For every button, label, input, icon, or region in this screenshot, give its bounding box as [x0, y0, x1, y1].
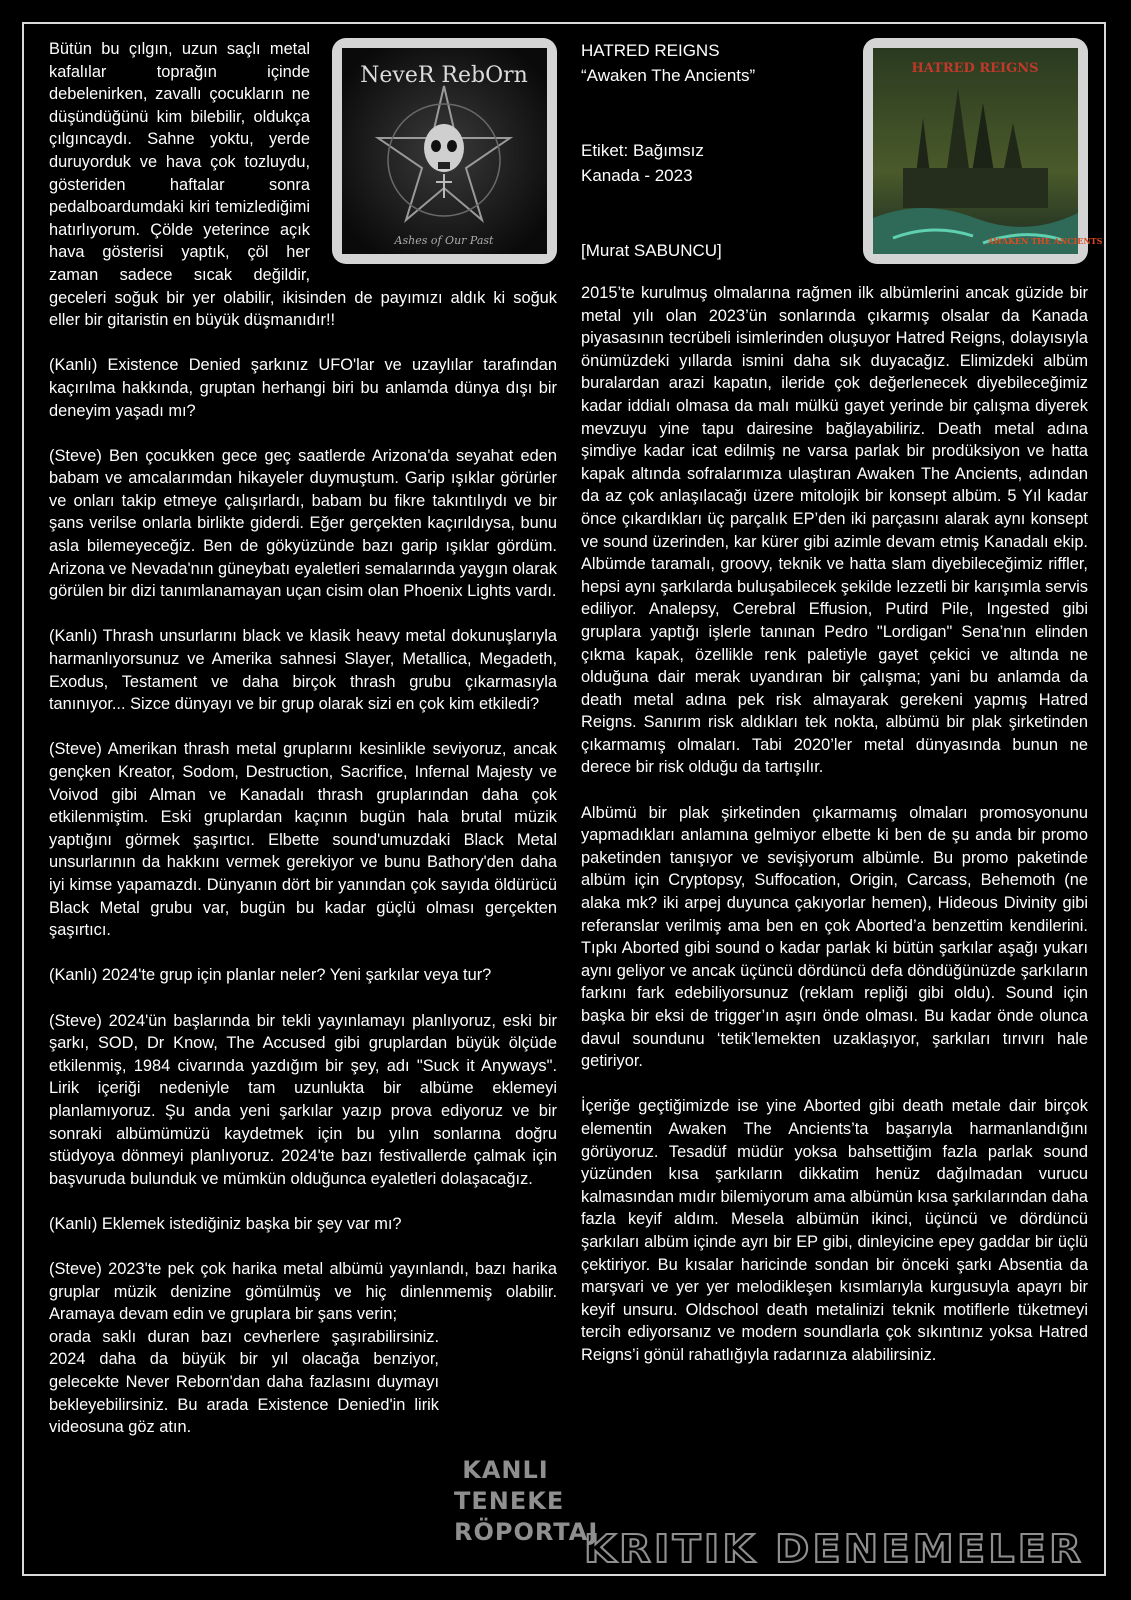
logo-line-kanli: KANLI	[462, 1456, 549, 1484]
never-reborn-logo-text: NeveR RebOrn	[360, 63, 528, 88]
left-column	[49, 38, 557, 1439]
logo-line-roportaj: RÖPORTAJ	[454, 1518, 599, 1546]
right-paragraph-2: Albümü bir plak şirketinden çıkarmamış olmaları promosyonunu yapmadıkları anlamına gelmiyor elbette ki ben de şu anda bir promo paketinden tanışıyor ve sevişiyorum albümle. Bu promo paketinde albüm için Cryptopsy, Suffocation, Origin, Carcass, Behemoth (ne alaka mk? iki arpej duyunca çakıyorlar hemen), Hideous Divinity gibi referanslar verilmiş ama ben en çok Aborted’a benzettim kendilerini. Tıpkı Aborted gibi sound o kadar parlak ki bütün şarkılar aşağı yukarı aynı geliyor ve ancak üçüncü dördüncü defa döndüğünüzde şarkıların farkını fark edebiliyorsunuz (reklam repliği gibi oldu). Sound için başka bir eksi de trigger’ın aşırı önde olması. Bu kadar önde olunca davul soundunu ‘tetik’lemekten uzaklaşıyor, şarkıları tırıvırı hale getiriyor.	[581, 803, 1088, 1071]
review-label: Etiket: Bağımsız	[581, 141, 704, 160]
never-reborn-album-cover	[332, 38, 557, 264]
left-paragraph-9-narrow: orada saklı duran bazı cevherlere şaşırabilirsiniz. 2024 daha da büyük bir yıl olacağa benziyor, gelecekte Never Reborn'dan daha fazlasını duymayı bekleyebilirsiniz. Bu arada Existence Denied'in lirik videosuna göz atın.	[49, 1327, 439, 1437]
right-paragraph-3: İçeriğe geçtiğimizde ise yine Aborted gibi death metale dair birçok elementin Awaken The Ancients’ta başarıyla harmanlandığını görüyoruz. Tesadüf müdür yoksa bahsettiğim fazla parlak sound yüzünden kısa şarkıların dikkatim henüz dağılmadan vurucu kalmasından mıdır bilemiyorum ama albümün kısa şarkılarından daha fazla keyif aldım. Mesela albümün ikinci, üçüncü ve dördüncü şarkıları albüm içinde ayrı bir EP gibi, dinleyicine epey gaddar bir üçlü çektiriyor. Bu kısalar haricinde sondan bir önceki şarkı Absentia da marşvari ve yer yer melodikleşen kısımlarıyla kurgusuyla apayrı bir keyif unsuru. Oldschool death metalinizi teknik motiflerle tüketmeyi tercih ediyorsanız ve modern soundlarla çok sıkıntınız yoksa Hatred Reigns’i gönül rahatlığıyla radarınıza alabilirsiniz.	[581, 1097, 1088, 1364]
left-paragraph-5: (Steve) Amerikan thrash metal gruplarını kesinlikle seviyoruz, ancak gençken Kreator, Sodom, Destruction, Sacrifice, Infernal Majesty ve Voivod gibi Alman ve Kanadalı thrash gruplarından daha çok etkilenmiştim. Eski gruplardan kaçının bugün hala brutal müzik yaptığını görmek şaşırtıcı. Elbette sound'umuzdaki Black Metal unsurlarının da hakkını vermek gerekiyor ve bunu Bathory'den daha iyi kimse yapamazdı. Dünyanın dört bir yanından çok sayıda öldürücü Black Metal grubu var, bugün bu kadar güçlü olması gerçekten şaşırtıcı.	[49, 740, 557, 940]
left-paragraph-4: (Kanlı) Thrash unsurlarını black ve klasik heavy metal dokunuşlarıyla harmanlıyorsunuz ve Amerika sahnesi Slayer, Metallica, Megadeth, Exodus, Testament ve daha birçok thrash grubu çıkarmasıyla tanınıyor... Sizce dünyayı ve bir grup olarak sizi en çok kim etkiledi?	[49, 627, 557, 714]
hatred-reigns-cover-art	[873, 48, 1103, 254]
logo-line-teneke: TENEKE	[454, 1487, 565, 1515]
right-column	[581, 38, 1103, 1367]
left-paragraph-9-wide: (Steve) 2023'te pek çok harika metal albümü yayınlandı, bazı harika gruplar müzik denizine gömülmüş ve hiç dinlenmemiş olabilir. Aramaya devam edin ve gruplara bir şans verin;	[49, 1260, 557, 1324]
left-paragraph-7: (Steve) 2024'ün başlarında bir tekli yayınlamayı planlıyoruz, eski bir şarkı, SOD, Dr Know, The Accused gibi gruplardan büyük ölçüde etkilenmiş, 1984 civarında yazdığım bir şey, adı "Suck it Anyways". Lirik içeriği nedeniyle tam uzunlukta bir albüme eklemeyi planlamıyoruz. Şu anda yeni şarkılar yazıp prova ediyoruz ve bir sonraki albümümüzü kaydetmek için bu yılın sonlarına doğru stüdyoya dönmeyi planlıyoruz. 2024'te bazı festivallerde çalmak için başvuruda bulunduk ve mümkün olduğunca eyaletleri dolaşacağız.	[49, 1011, 557, 1188]
review-band-name: HATRED REIGNS	[581, 41, 720, 60]
review-origin: Kanada - 2023	[581, 166, 693, 185]
left-paragraph-1: Bütün bu çılgın, uzun saçlı metal kafalılar toprağın içinde debelenirken, zavallı çocukların ne düşündüğünü kim bilebilir, oldukça çılgıncaydı. Sahne yoktu, yerde duruyorduk ve hava çok tozluydu, gösteriden haftalar sonra pedalboardumdaki kiri temizlediğimi hatırlıyorum. Çölde yeterince açık hava gösterisi yaptık, çöl her zaman sadece sıcak değildir, geceleri soğuk bir yer olabilir, ikisinden de payımızı aldık ki soğuk eller bir gitaristin en büyük düşmanıdır!!	[49, 40, 557, 330]
kanli-teneke-roportaj-logo	[454, 1455, 599, 1548]
hatred-reigns-album-title: AWAKEN THE ANCIENTS	[987, 236, 1103, 246]
never-reborn-album-title: Ashes of Our Past	[394, 234, 494, 247]
review-album-name: “Awaken The Ancients”	[581, 66, 756, 85]
kritik-denemeler-text: KRITIK DENEMELER	[584, 1527, 1084, 1571]
review-author: [Murat SABUNCU]	[581, 241, 722, 260]
kritik-denemeler-logo	[580, 1522, 1088, 1576]
never-reborn-cover-art	[342, 48, 547, 254]
hatred-reigns-album-cover	[863, 38, 1103, 264]
left-paragraph-3: (Steve) Ben çocukken gece geç saatlerde Arizona'da seyahat eden babam ve amcalarımdan hikayeler duymuştum. Garip ışıklar görürler ve onları takip etmeye çalışırlardı, babam bu fikre takıntılıydı ve bir şans verilse onlarla birlikte giderdi. Eğer gerçekten kaçırıldıysa, bunu asla bilemeyeceğiz. Ben de gökyüzünde bazı garip ışıklar gördüm. Arizona ve Nevada'nın güneybatı eyaletleri semalarında yaygın olarak görülen bir dizi tanımlanamayan uçan cisim olan Phoenix Lights vardı.	[49, 446, 557, 601]
left-paragraph-2: (Kanlı) Existence Denied şarkınız UFO'lar ve uzaylılar tarafından kaçırılma hakkında, gruptan herhangi biri bu anlamda dünya dışı bir deneyim yaşadı mı?	[49, 356, 557, 420]
hatred-reigns-logo-text: HATRED REIGNS	[911, 61, 1039, 76]
left-paragraph-8: (Kanlı) Eklemek istediğiniz başka bir şey var mı?	[49, 1214, 402, 1233]
left-paragraph-6: (Kanlı) 2024'te grup için planlar neler? Yeni şarkılar veya tur?	[49, 966, 492, 985]
right-paragraph-1: 2015’te kurulmuş olmalarına rağmen ilk albümlerini ancak güzide bir metal yılı olan 2023’ün sonlarında çıkarmış olsalar da Kanada piyasasının tecrübeli isimlerinden oluşuyor Hatred Reigns, dolayısıyla önümüzdeki yıllarda ismini daha sık duyacağız. Elimizdeki albüm buralardan arazi kapatın, ileride çok değerlenecek diyebileceğimiz kadar iddialı olmasa da malı mülkü gayet yerinde bir çalışma diyerek mevzuyu yine tapu dairesine bağlayabiliriz. Death metal adına şimdiye kadar icat edilmiş ne varsa parlak bir prodüksiyon ve hatta kapak altında sofralarımıza ulaştıran Awaken The Ancients, adından da az çok anlaşılacağı üzere mitolojik bir konsept albüm. 5 Yıl kadar önce çıkardıkları üç parçalık EP’den iki parçasını alarak aynı konsept ve sound üzerinden, kar kürer gibi azimle devam etmiş Kanadalı ekip. Albümde taramalı, groovy, teknik ve hatta slam diyebileceğimiz riffler, hepsi aynı şarkılarda buluşabilecek şekilde lezzetli bir karışımla servis ediliyor. Analepsy, Cerebral Effusion, Putird Pile, Ingested gibi gruplara yaptığı işlerle tanınan Pedro "Lordigan" Sena’nın elinden çıkma kapak, özellikle renk paletiyle gayet çekici ve altında ne olduğuna dair merak uyandıran bir çalışma; yani bu anlamda da death metal adına pek risk almayarak gerekeni yapmış Hatred Reigns. Sanırım risk aldıkları tek nokta, albümü bir plak şirketinden çıkarmamış olmaları. Tabi 2020’ler metal dünyasında bunun ne derece bir risk olduğu da tartışılır.	[581, 284, 1088, 777]
